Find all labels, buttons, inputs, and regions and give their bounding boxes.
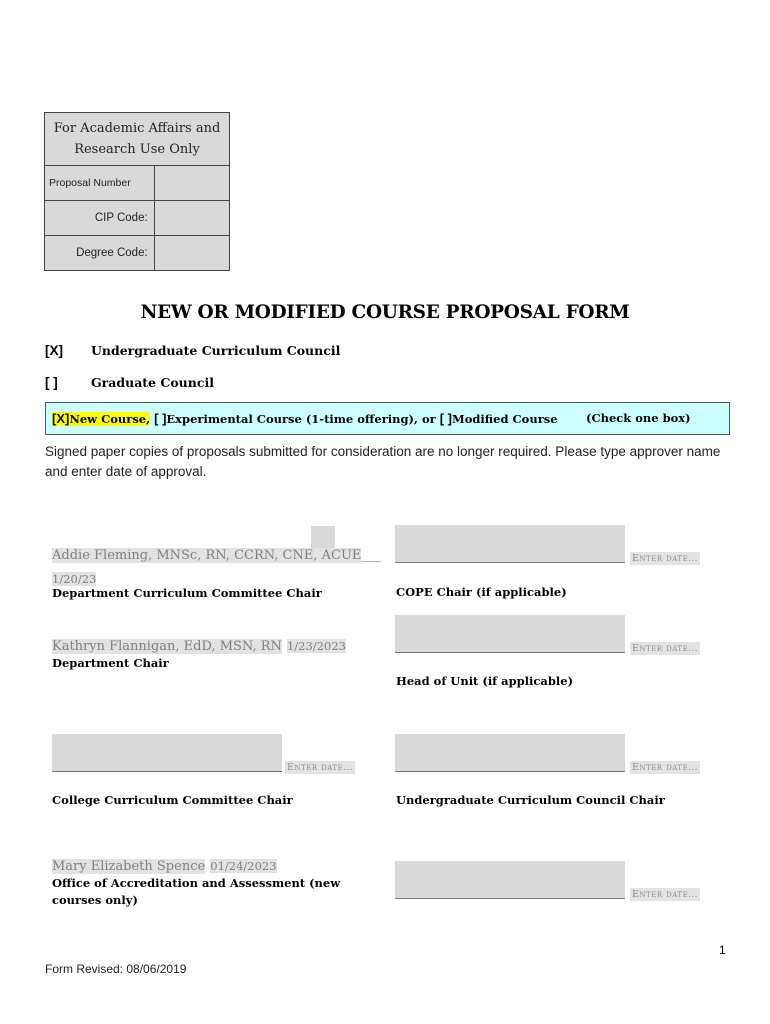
council-option-undergraduate[interactable] bbox=[45, 343, 340, 358]
accreditation-signature[interactable] bbox=[52, 855, 277, 874]
form-revised-footer: Form Revised: 08/06/2019 bbox=[45, 962, 187, 976]
approver-name: Kathryn Flannigan, EdD, MSN, RN bbox=[52, 639, 282, 654]
experimental-course-checkbox[interactable]: [ ] bbox=[154, 411, 167, 426]
checkbox-mark[interactable]: [X] bbox=[45, 343, 63, 358]
council-label: Graduate Council bbox=[91, 375, 214, 390]
approval-date[interactable]: 1/23/2023 bbox=[286, 639, 346, 653]
extra-date-field[interactable]: Enter date… bbox=[632, 889, 699, 900]
course-type-box bbox=[45, 402, 730, 435]
check-one-note: (Check one box) bbox=[586, 411, 691, 425]
cope-chair-date-field[interactable]: Enter date… bbox=[632, 553, 699, 564]
proposal-number-field[interactable] bbox=[154, 166, 229, 201]
role-label: Undergraduate Curriculum Council Chair bbox=[396, 793, 665, 807]
approver-name: Addie Fleming, MNSc, RN, CCRN, CNE, ACUE bbox=[52, 548, 362, 563]
college-committee-chair-signature-field[interactable] bbox=[52, 734, 282, 772]
experimental-course-label: Experimental Course (1-time offering), bbox=[166, 412, 418, 426]
admin-use-table bbox=[44, 112, 230, 271]
approval-date[interactable]: 01/24/2023 bbox=[210, 859, 277, 873]
ugcc-chair-date-field[interactable]: Enter date… bbox=[632, 762, 699, 773]
dept-committee-chair-signature[interactable]: Addie Fleming, MNSc, RN, CCRN, CNE, ACUE___ bbox=[52, 548, 381, 563]
modified-course-checkbox[interactable]: [ ] bbox=[439, 411, 452, 426]
role-label: Head of Unit (if applicable) bbox=[396, 674, 574, 688]
council-label: Undergraduate Curriculum Council bbox=[91, 343, 341, 358]
college-committee-chair-date-field[interactable]: Enter date… bbox=[287, 762, 354, 773]
cip-code-field[interactable] bbox=[154, 201, 229, 236]
degree-code-label: Degree Code: bbox=[45, 236, 155, 271]
modified-course-label: Modified Course bbox=[451, 412, 558, 426]
role-label: Department Chair bbox=[52, 656, 169, 670]
degree-code-field[interactable] bbox=[154, 236, 229, 271]
head-of-unit-date-field[interactable]: Enter date… bbox=[632, 643, 699, 654]
proposal-number-label: Proposal Number bbox=[45, 166, 155, 201]
council-option-graduate[interactable] bbox=[45, 375, 214, 390]
instructions-text: Signed paper copies of proposals submitted for consideration are no longer required. Please type approver name and enter date of approval. bbox=[45, 444, 721, 479]
approver-name: Mary Elizabeth Spence bbox=[52, 859, 206, 874]
role-label: College Curriculum Committee Chair bbox=[52, 793, 293, 807]
approval-date[interactable]: 1/20/23 bbox=[52, 572, 97, 586]
extra-signature-field[interactable] bbox=[395, 861, 625, 899]
role-label: Department Curriculum Committee Chair bbox=[52, 586, 322, 600]
role-label: COPE Chair (if applicable) bbox=[396, 585, 567, 599]
page-title: NEW OR MODIFIED COURSE PROPOSAL FORM bbox=[140, 302, 630, 323]
cip-code-label: CIP Code: bbox=[45, 201, 155, 236]
or-text: or bbox=[421, 412, 436, 426]
admin-heading: For Academic Affairs and Research Use Only bbox=[45, 113, 230, 166]
ugcc-chair-signature-field[interactable] bbox=[395, 734, 625, 772]
cope-chair-signature-field[interactable] bbox=[395, 525, 625, 563]
checkbox-mark[interactable]: [ ] bbox=[45, 375, 58, 390]
new-course-option[interactable]: [X]New Course, bbox=[52, 411, 151, 426]
role-label: Office of Accreditation and Assessment (new courses only) bbox=[52, 876, 341, 907]
page-number: 1 bbox=[719, 943, 726, 957]
dept-chair-signature[interactable] bbox=[52, 635, 346, 654]
head-of-unit-signature-field[interactable] bbox=[395, 615, 625, 653]
